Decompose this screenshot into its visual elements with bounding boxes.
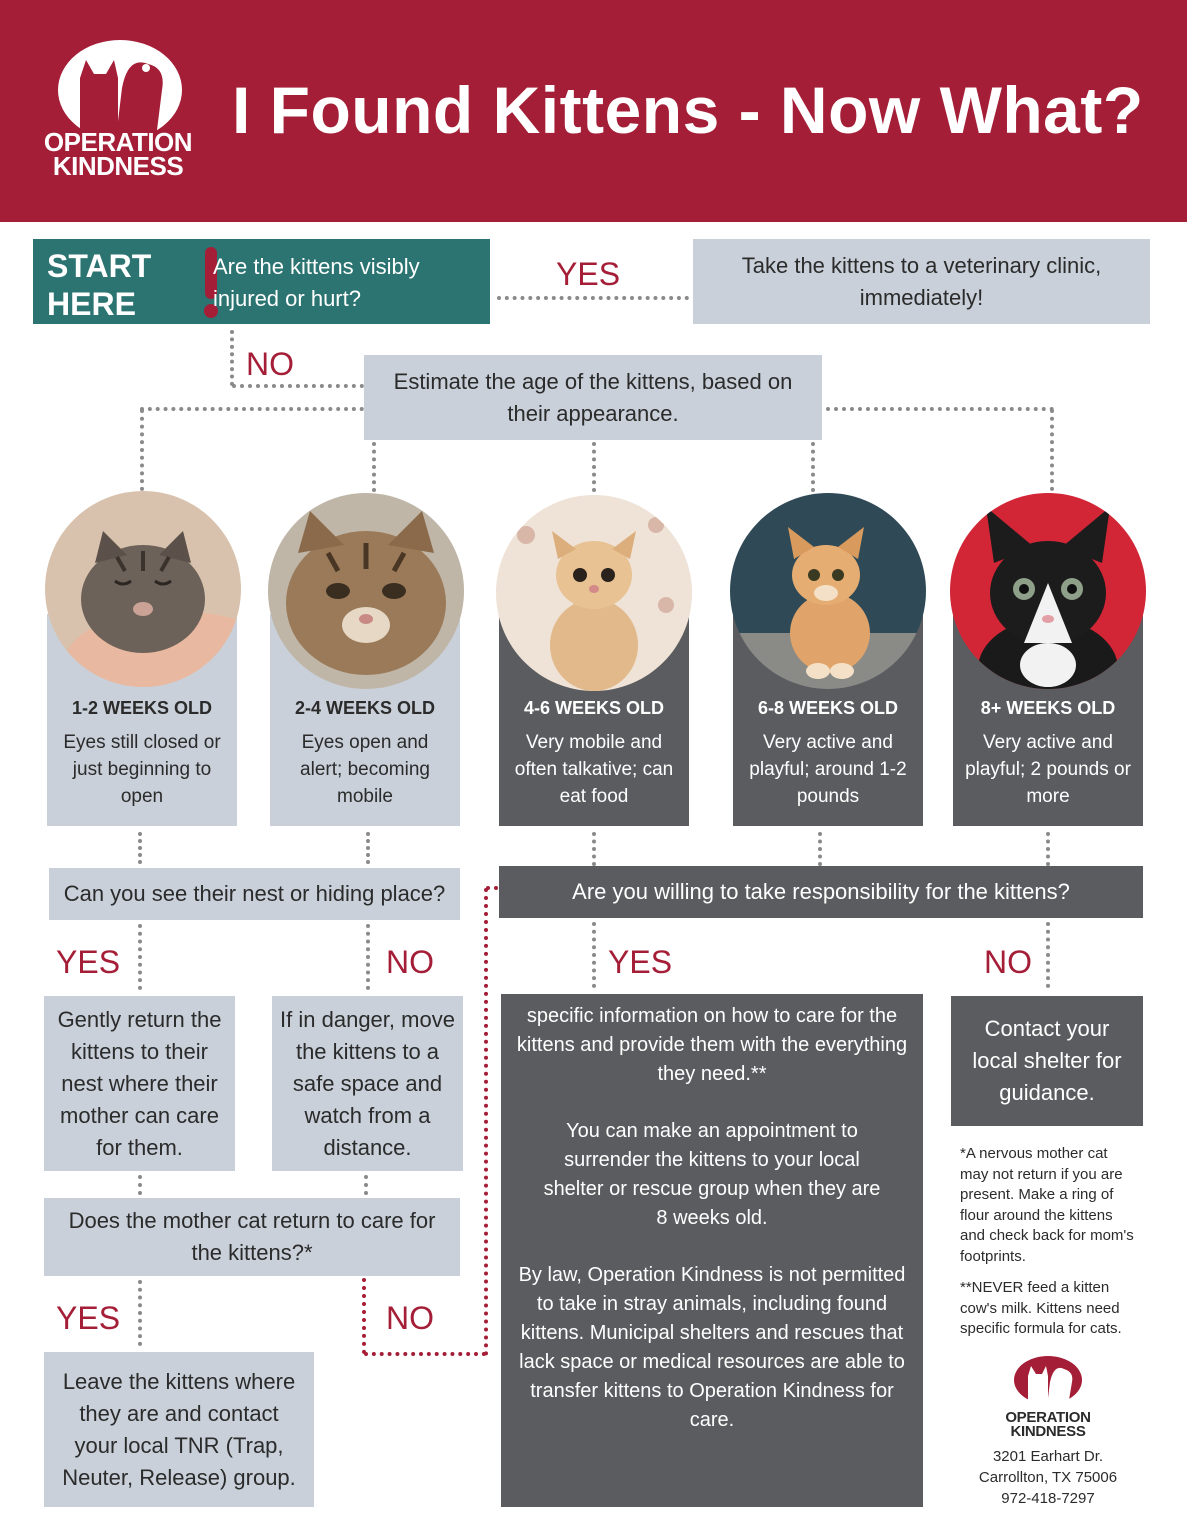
return-to-nest-box: Gently return the kittens to their nest where their mother can care for them. (44, 996, 235, 1171)
connector-estimate-right (826, 407, 1054, 411)
footer-logo-line-2: KINDNESS (1010, 1423, 1086, 1440)
nest-question-box: Can you see their nest or hiding place? (49, 868, 460, 920)
kitten-photo-1-2-weeks (45, 491, 241, 687)
start-label-line-2: HERE (47, 286, 136, 322)
connector-stage2-to-nest (366, 832, 370, 864)
mother-cat-note: *A nervous mother cat may not return if you are present. Make a ring of flour around the kittens and check back for mom's footprints. (960, 1145, 1134, 1265)
contact-shelter-box: Contact your local shelter for guidance. (951, 996, 1143, 1126)
footer-address (960, 1446, 1136, 1509)
start-label-line-1: START (47, 248, 152, 284)
stage-age: 8+ WEEKS OLD (980, 698, 1116, 718)
stage-age: 2-4 WEEKS OLD (294, 698, 436, 718)
resp-yes-label: YES (608, 944, 673, 980)
operation-kindness-logo (28, 38, 208, 188)
red-connector-mother-no-down (362, 1278, 366, 1354)
injured-no-label: NO (246, 346, 294, 382)
estimate-age-box: Estimate the age of the kittens, based on their appearance. (364, 355, 822, 440)
connector-nest-yes (138, 924, 142, 990)
connector-start-to-vet (497, 296, 689, 300)
connector-to-stage-5 (1050, 409, 1054, 491)
logo-line-2: KINDNESS (52, 151, 184, 181)
kitten-photo-2-4-weeks (268, 493, 464, 689)
stage-description: Very mobile and often talkative; can eat food (514, 732, 674, 807)
footer-logo-line-1: OPERATION (1005, 1409, 1091, 1426)
kitten-photo-4-6-weeks (496, 495, 692, 691)
connector-nest-no-to-mother (364, 1175, 368, 1195)
kitten-photo-6-8-weeks (730, 493, 926, 689)
care-info-box (501, 994, 923, 1507)
address-line-1: 3201 Earhart Dr. (992, 1448, 1104, 1465)
footer-logo-animals-icon (1000, 1356, 1096, 1406)
mother-return-question-box: Does the mother cat return to care for the kittens?* (44, 1198, 460, 1276)
connector-stage4-to-resp (818, 832, 822, 866)
leave-kittens-tnr-box: Leave the kittens where they are and contact your local TNR (Trap, Neuter, Release) group. (44, 1352, 314, 1507)
mother-yes-label: YES (56, 1300, 121, 1336)
start-here-label (47, 247, 151, 323)
cow-milk-note: **NEVER feed a kitten cow's milk. Kittens need specific formula for cats. (960, 1279, 1122, 1337)
footer-wordmark (1000, 1411, 1096, 1439)
page-title: I Found Kittens - Now What? (232, 73, 1144, 147)
connector-stage5-to-resp (1046, 832, 1050, 866)
connector-resp-yes (592, 922, 596, 988)
red-connector-up-to-resp (484, 888, 488, 1356)
nest-no-label: NO (386, 944, 434, 980)
stage-description: Very active and playful; around 1-2 pounds (749, 732, 907, 807)
address-line-2: Carrollton, TX 75006 (978, 1469, 1118, 1486)
connector-stage1-to-nest (138, 832, 142, 864)
vet-clinic-box: Take the kittens to a veterinary clinic, immediately! (693, 239, 1150, 324)
connector-to-stage-1 (140, 409, 144, 491)
connector-no-to-estimate (232, 384, 364, 388)
responsibility-question-box: Are you willing to take responsibility for the kittens? (499, 866, 1143, 918)
stage-age: 6-8 WEEKS OLD (757, 698, 899, 718)
stage-description: Very active and playful; 2 pounds or more (965, 732, 1131, 807)
stage-description: Eyes still closed or just beginning to open (63, 732, 221, 807)
connector-mother-yes (138, 1280, 142, 1346)
connector-stage3-to-resp (592, 832, 596, 866)
start-here-box (33, 239, 490, 324)
stage-age: 1-2 WEEKS OLD (71, 698, 213, 718)
stage-description: Eyes open and alert; becoming mobile (300, 732, 430, 807)
stage-age: 4-6 WEEKS OLD (523, 698, 665, 718)
connector-nest-yes-to-mother (138, 1175, 142, 1195)
resp-no-label: NO (984, 944, 1032, 980)
injured-yes-label: YES (556, 256, 621, 292)
nest-yes-label: YES (56, 944, 121, 980)
mother-no-label: NO (386, 1300, 434, 1336)
connector-to-stage-4 (811, 442, 815, 492)
move-to-safety-box: If in danger, move the kittens to a safe space and watch from a distance. (272, 996, 463, 1171)
connector-to-stage-3 (592, 442, 596, 492)
care-info-paragraph-3: By law, Operation Kindness is not permitted to take in stray animals, including found kittens. Municipal shelters and rescues that lack space or medical resources are able to transfer kittens to Operation Kindness for care. (518, 1264, 906, 1431)
care-info-paragraph-1: specific information on how to care for the kittens and provide them with the everything they need.** (516, 1005, 908, 1085)
injured-question: Are the kittens visibly injured or hurt? (213, 254, 420, 311)
logo-line-1: OPERATION (43, 127, 193, 157)
red-connector-mother-no-across (364, 1352, 486, 1356)
phone-number: 972-418-7297 (1001, 1490, 1095, 1507)
kitten-photo-8-plus-weeks (950, 493, 1146, 689)
footer-logo (1000, 1356, 1096, 1440)
connector-resp-no (1046, 922, 1050, 988)
connector-start-down (230, 330, 234, 386)
red-connector-into-resp (486, 886, 498, 890)
connector-to-stage-2 (372, 442, 376, 492)
care-info-paragraph-2: You can make an appointment to surrender the kittens to your local shelter or rescue group when they are 8 weeks old. (543, 1120, 881, 1229)
connector-estimate-left (140, 407, 364, 411)
logo-animals-icon (28, 38, 208, 138)
logo-wordmark (28, 127, 208, 181)
connector-nest-no (366, 924, 370, 990)
